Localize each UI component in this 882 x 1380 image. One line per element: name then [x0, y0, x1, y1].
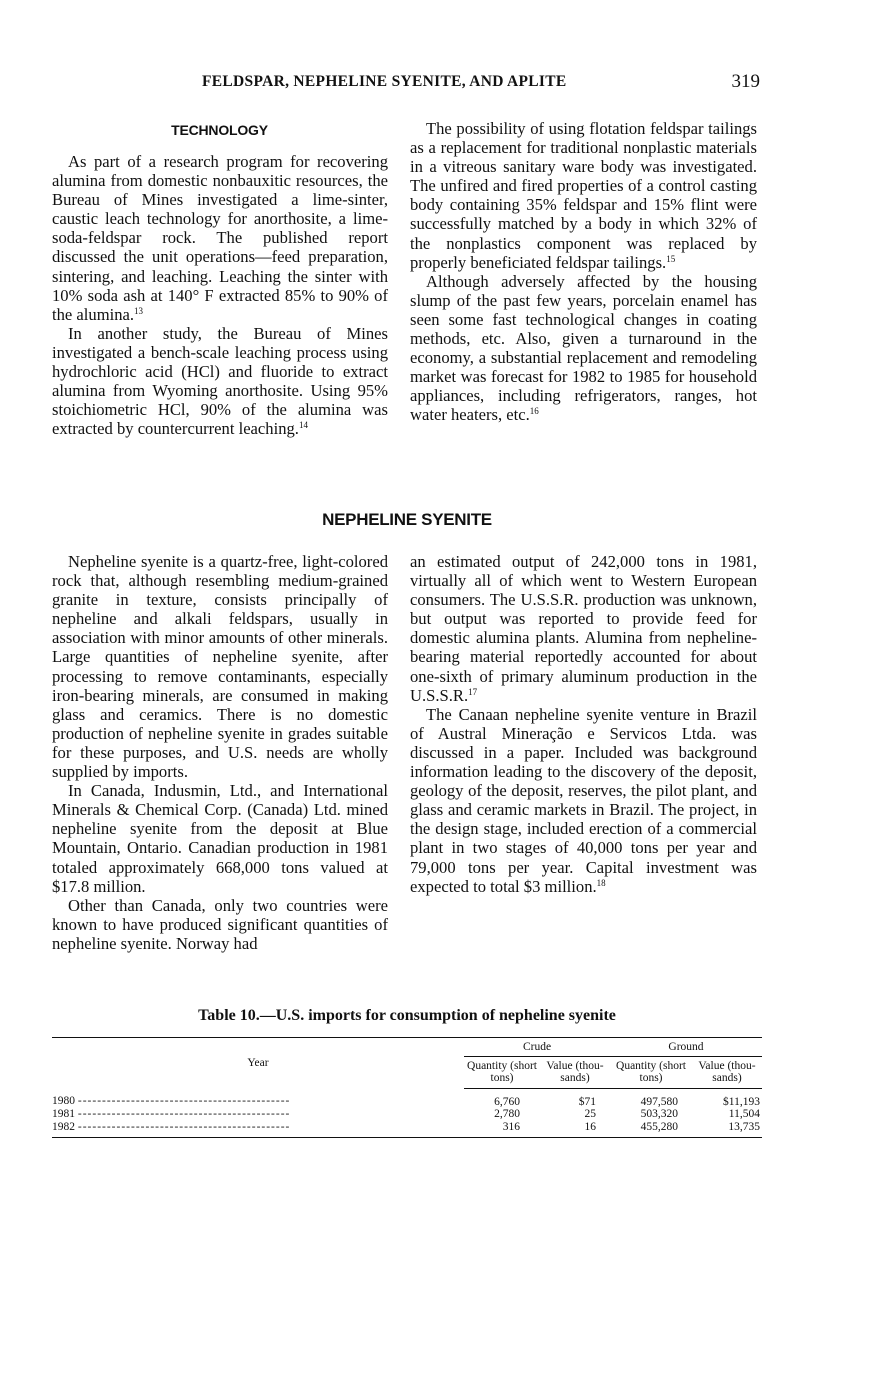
page-number: 319 — [731, 71, 760, 92]
nepheline-paragraph-5: The Canaan nepheline syenite venture in Brazil of Austral Mineração e Servicos Ltda. was discussed in a paper. Included was background information leading to the discovery of the deposit, geology of the deposit, reserves, the pilot plant, and glass and ceramic markets in Brazil. The project, in the design stage, included erection of a commercial plant in two stages of 40,000 tons per year and 79,000 tons per year. Capital investment was expected to total $3 million.$^{18}$ — [410, 704, 757, 896]
technology-left-column — [52, 152, 388, 438]
ground-quantity-cell: 503,320 — [640, 1108, 678, 1120]
running-title: FELDSPAR, NEPHELINE SYENITE, AND APLITE — [202, 73, 567, 90]
footnote-ref-18: 18 — [596, 877, 606, 888]
year-cell: 1982 -------------------------------------------- — [52, 1121, 464, 1138]
table-title: Table 10.—U.S. imports for consumption of nepheline syenite — [198, 1007, 616, 1024]
ground-group-header: Ground — [610, 1038, 762, 1057]
technology-paragraph-1: As part of a research program for recovering alumina from domestic nonbauxitic resources, the Bureau of Mines investigated a lime-sinter, caustic leach technology for anorthosite, a lime-soda-feldspar rock. The published report discussed the unit operations—feed preparation, sintering, and leaching. Leaching the sinter with 10% soda ash at 140° F extracted 85% to 90% of the alumina.$^{13}$ — [52, 152, 388, 324]
table-row — [52, 1108, 762, 1121]
nepheline-paragraph-2: In Canada, Indusmin, Ltd., and International Minerals & Chemical Corp. (Canada) Ltd. mined nepheline syenite from the deposit at Blue Mountain, Ontario. Canadian production in 1981 totaled approximately 668,000 tons valued at $17.8 million. — [52, 781, 388, 896]
crude-value-cell: 25 — [584, 1108, 596, 1120]
technology-paragraph-4: Although adversely affected by the housing slump of the past few years, porcelain enamel has seen some fast technological changes in coating methods, etc. Also, given a turnaround in the economy, a substantial replacement and remodeling market was forecast for 1982 to 1985 for household appliances, including refrigerators, ranges, hot water heaters, etc.$^{16}$ — [410, 271, 757, 425]
crude-value-header: Value (thou-sands) — [540, 1056, 610, 1088]
nepheline-right-column — [410, 552, 757, 896]
ground-value-cell: 11,504 — [728, 1108, 760, 1120]
year-cell: 1981 -------------------------------------------- — [52, 1108, 291, 1120]
technology-paragraph-3: The possibility of using flotation feldspar tailings as a replacement for traditional nonplastic materials in a vitreous sanitary ware body was investigated. The unfired and fired properties of a control casting body containing 35% feldspar and 15% flint were successfully matched by a body in which 32% of the nonplastics component was replaced by properly beneficiated feldspar tailings.$^{15}$ — [410, 119, 757, 272]
crude-quantity-header: Quantity (short tons) — [464, 1056, 540, 1088]
crude-quantity-cell: 6,760 — [494, 1095, 520, 1108]
table-row — [52, 1088, 762, 1108]
technology-paragraph-2: In another study, the Bureau of Mines investigated a bench-scale leaching process using hydrochloric acid (HCl) and fluoride to extract alumina from Wyoming anorthosite. Using 95% stoichiometric HCl, 90% of the alumina was extracted by countercurrent leaching.$^{14}$ — [52, 323, 388, 439]
ground-quantity-cell: 455,280 — [610, 1121, 692, 1138]
footnote-ref-16: 16 — [529, 406, 539, 417]
ground-quantity-cell: 497,580 — [640, 1095, 678, 1108]
nepheline-paragraph-4: an estimated output of 242,000 tons in 1981, virtually all of which went to Western European consumers. The U.S.S.R. production was unknown, but output was reported to provide feed for domestic alumina plants. Alumina from nepheline-bearing material reportedly accounted for about one-sixth of primary aluminum production in the U.S.S.R.$^{17}$ — [410, 552, 757, 705]
year-cell: 1980 -------------------------------------------- — [52, 1095, 291, 1108]
nepheline-paragraph-1: Nepheline syenite is a quartz-free, light-colored rock that, although resembling medium-grained granite in texture, consists principally of nepheline and alkali feldspars, usually in association with minor amounts of other minerals. Large quantities of nepheline syenite, after processing to remove contaminants, especially iron-bearing minerals, are consumed in making glass and ceramics. There is no domestic production of nepheline syenite in grades suitable for these purposes, and U.S. needs are wholly supplied by imports. — [52, 552, 388, 782]
ground-value-cell: $11,193 — [723, 1095, 760, 1108]
technology-right-column — [410, 119, 757, 425]
technology-heading: TECHNOLOGY — [171, 122, 268, 138]
imports-table — [52, 1037, 762, 1138]
footnote-ref-14: 14 — [298, 420, 308, 431]
crude-quantity-cell: 2,780 — [494, 1108, 520, 1120]
nepheline-left-column — [52, 552, 388, 953]
year-column-header: Year — [52, 1038, 464, 1089]
crude-value-cell: $71 — [578, 1095, 596, 1108]
table-row — [52, 1121, 762, 1138]
footnote-ref-15: 15 — [666, 253, 676, 264]
page-header — [52, 71, 762, 95]
crude-value-cell: 16 — [540, 1121, 610, 1138]
ground-quantity-header: Quantity (short tons) — [610, 1056, 692, 1088]
crude-group-header: Crude — [464, 1038, 610, 1057]
crude-quantity-cell: 316 — [464, 1121, 540, 1138]
footnote-ref-13: 13 — [134, 305, 144, 316]
nepheline-paragraph-3: Other than Canada, only two countries were known to have produced significant quantities of nepheline syenite. Norway had — [52, 895, 388, 953]
footnote-ref-17: 17 — [468, 686, 478, 697]
nepheline-syenite-heading: NEPHELINE SYENITE — [322, 510, 492, 529]
ground-value-header: Value (thou-sands) — [692, 1056, 762, 1088]
ground-value-cell: 13,735 — [692, 1121, 762, 1138]
